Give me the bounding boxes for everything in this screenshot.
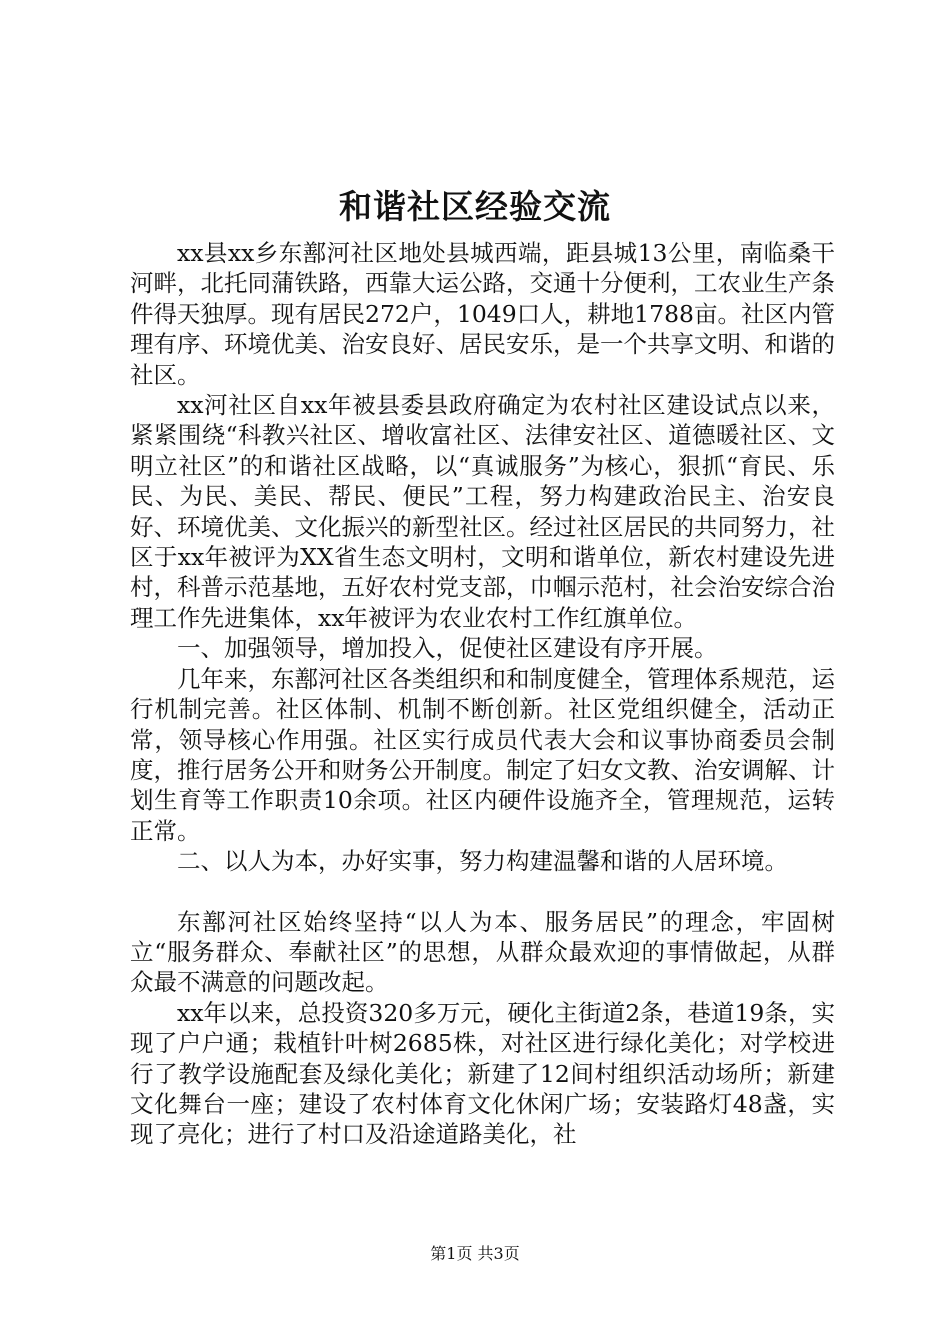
paragraph-intro: xx县xx乡东鄯河社区地处县城西端，距县城13公里，南临桑干河畔，北托同蒲铁路，西靠大运公路，交通十分便利，工农业生产条件得天独厚。现有居民272户，1049口人，耕地1788亩。社区内管理有序、环境优美、治安良好、居民安乐，是一个共享文明、和谐的社区。 <box>130 239 835 389</box>
paragraph-organization: 几年来，东鄯河社区各类组织和和制度健全，管理体系规范，运行机制完善。社区体制、机制不断创新。社区党组织健全，活动正常，领导核心作用强。社区实行成员代表大会和议事协商委员会制度，推行居务公开和财务公开制度。制定了妇女文教、治安调解、计划生育等工作职责10余项。社区内硬件设施齐全，管理规范，运转正常。 <box>130 664 835 845</box>
section-heading-2: 二、以人为本，办好实事，努力构建温馨和谐的人居环境。 <box>177 847 788 876</box>
paragraph-investment: xx年以来，总投资320多万元，硬化主街道2条，巷道19条，实现了户户通；栽植针叶树2685株，对社区进行绿化美化；对学校进行了教学设施配套及绿化美化；新建了12间村组织活动场所；新建文化舞台一座；建设了农村体育文化休闲广场；安装路灯48盏，实现了亮化；进行了村口及沿途道路美化，社 <box>130 998 835 1149</box>
paragraph-gap <box>130 877 835 907</box>
paragraph-philosophy: 东鄯河社区始终坚持“以人为本、服务居民”的理念，牢固树立“服务群众、奉献社区”的思想，从群众最欢迎的事情做起，从群众最不满意的问题改起。 <box>130 907 835 997</box>
document-body <box>130 238 835 1150</box>
paragraph-achievements: xx河社区自xx年被县委县政府确定为农村社区建设试点以来，紧紧围绕“科教兴社区、增收富社区、法律安社区、道德暖社区、文明立社区”的和谐社区战略，以“真诚服务”为核心，狠抓“育民、乐民、为民、美民、帮民、便民”工程，努力构建政治民主、治安良好、环境优美、文化振兴的新型社区。经过社区居民的共同努力，社区于xx年被评为XX省生态文明村，文明和谐单位，新农村建设先进村，科普示范基地，五好农村党支部，巾帼示范村，社会治安综合治理工作先进集体，xx年被评为农业农村工作红旗单位。 <box>130 391 835 632</box>
document-title: 和谐社区经验交流 <box>339 187 611 226</box>
section-heading-1: 一、加强领导，增加投入，促使社区建设有序开展。 <box>177 634 718 663</box>
page-footer: 第1页 共3页 <box>430 1244 520 1263</box>
